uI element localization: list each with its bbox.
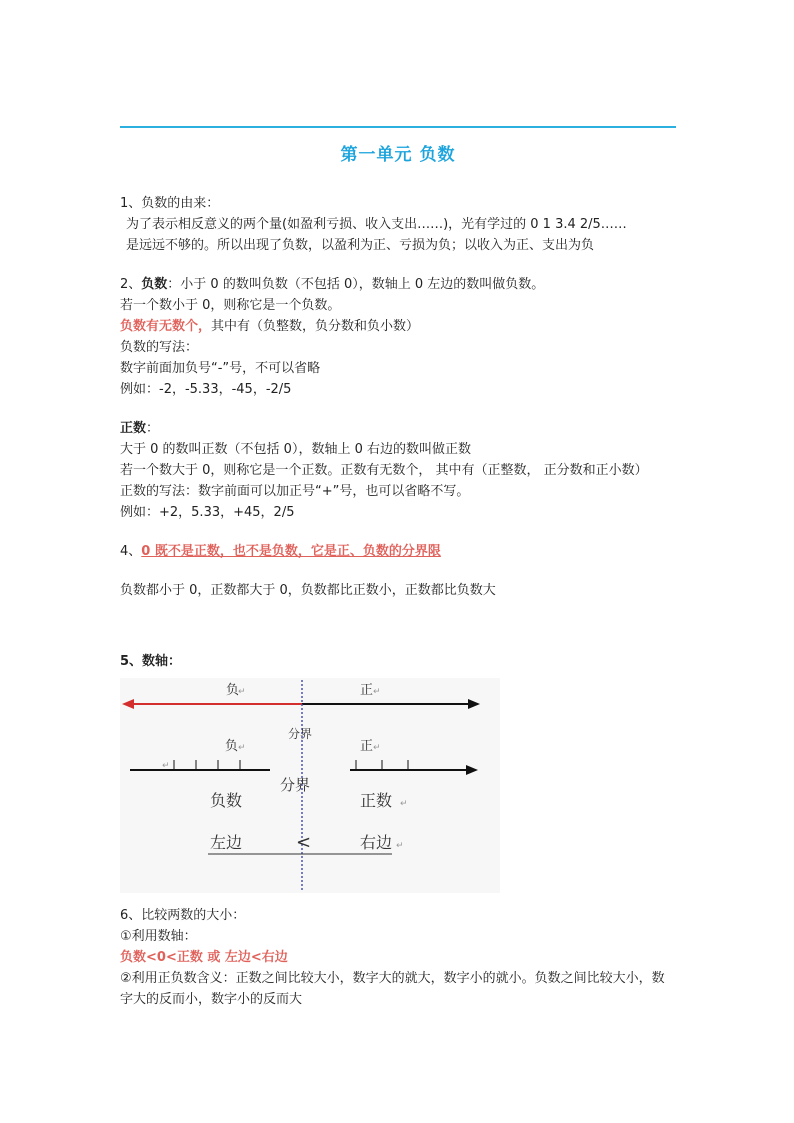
- positive-word: 正数: [360, 791, 393, 810]
- boundary-top-label: 分界: [288, 727, 313, 741]
- neg-mid-mark: ↵: [238, 743, 246, 753]
- s3-line4: 例如：+2，5.33，+45，2/5: [120, 505, 295, 520]
- pos-top-mark: ↵: [373, 687, 381, 697]
- s4-line1: [120, 541, 676, 562]
- less-than-sign: <: [296, 832, 312, 853]
- right-word-mark: ↵: [396, 841, 404, 851]
- s4-line2: 负数都小于 0，正数都大于 0，负数都比正数小，正数都比负数大: [120, 583, 496, 598]
- s3-line1: 大于 0 的数叫正数（不包括 0），数轴上 0 右边的数叫做正数: [120, 442, 471, 457]
- s5-heading: 5、数轴：: [120, 654, 182, 669]
- s2-line6: 例如：-2，-5.33，-45，-2/5: [120, 382, 292, 397]
- right-word: 右边: [360, 833, 393, 852]
- neg-mid-mark: ↵: [162, 761, 170, 771]
- s2-red-text: 负数有无数个，: [120, 319, 212, 334]
- number-line-diagram: [120, 678, 500, 893]
- neg-top-mark: ↵: [238, 687, 246, 697]
- document-page: [120, 126, 676, 1010]
- s2-def: ：小于 0 的数叫负数（不包括 0），数轴上 0 左边的数叫做负数。: [167, 277, 545, 292]
- s3-heading-text: 正数: [120, 421, 147, 436]
- s1-line2: 是远远不够的。所以出现了负数，以盈利为正、亏损为负；以收入为正、支出为负: [126, 238, 595, 253]
- s3-heading-colon: ：: [146, 421, 160, 436]
- page-title: 第一单元 负数: [340, 145, 456, 165]
- s4-prefix: 4、: [120, 544, 142, 559]
- s6-red-text: 负数<0<正数 或 左边<右边: [120, 950, 288, 965]
- s2-prefix: 2、: [120, 277, 142, 292]
- boundary-mid-label: 分界: [280, 776, 311, 794]
- s6-item2: ②利用正负数含义：正数之间比较大小，数字大的就大，数字小的就小。负数之间比较大小，数字大的反而小，数字小的反而大: [120, 971, 665, 1007]
- s1-line1: 为了表示相反意义的两个量(如盈利亏损、收入支出……)，光有学过的 0 1 3.4 2/5……: [126, 217, 627, 232]
- number-line-svg: [120, 678, 500, 893]
- s6-heading: 6、比较两数的大小：: [120, 908, 246, 923]
- s3-line3: 正数的写法：数字前面可以加正号“+”号，也可以省略不写。: [120, 484, 470, 499]
- s2-line3-rest: 其中有（负整数，负分数和负小数）: [211, 319, 420, 334]
- s1-heading: 1、负数的由来：: [120, 196, 220, 211]
- s4-red-text: 0 既不是正数，也不是负数，它是正、负数的分界限: [141, 544, 441, 559]
- pos-word-mark: ↵: [400, 799, 408, 809]
- negative-word: 负数: [210, 791, 243, 810]
- pos-mid-label: 正: [360, 739, 374, 754]
- pos-mid-mark: ↵: [373, 743, 381, 753]
- s2-term: 负数: [141, 277, 168, 292]
- neg-mid-label: 负: [225, 739, 239, 754]
- s3-line2: 若一个数大于 0，则称它是一个正数。正数有无数个， 其中有（正整数， 正分数和正小数）: [120, 463, 648, 478]
- neg-top-label: 负: [226, 683, 240, 698]
- s2-line5: 数字前面加负号“-”号，不可以省略: [120, 361, 321, 376]
- s2-line4: 负数的写法：: [120, 340, 199, 355]
- s3-heading: [120, 418, 676, 439]
- top-rule: [120, 126, 676, 128]
- positive-segment-arrow: [466, 765, 478, 775]
- s2-definition: [120, 274, 676, 295]
- left-word: 左边: [210, 833, 243, 852]
- s2-line3: [120, 316, 676, 337]
- positive-arrow-head: [468, 699, 480, 709]
- pos-top-label: 正: [360, 683, 374, 698]
- negative-arrow-head: [122, 699, 134, 709]
- s2-line2: 若一个数小于 0，则称它是一个负数。: [120, 298, 341, 313]
- s6-item1: ①利用数轴：: [120, 929, 197, 944]
